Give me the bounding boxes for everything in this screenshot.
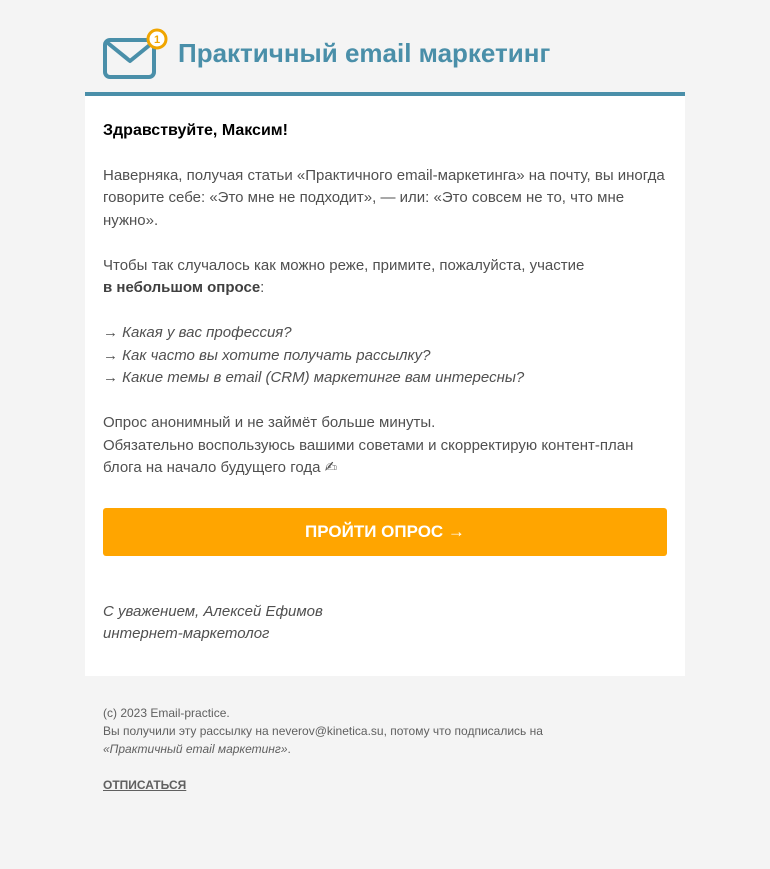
anonymity-note: Опрос анонимный и не займёт больше минуты. xyxy=(103,414,436,431)
closing-paragraph xyxy=(103,412,667,480)
brand-title: Практичный email маркетинг xyxy=(178,38,551,68)
survey-invite-emphasis: в небольшом опросе xyxy=(103,279,261,296)
question-list xyxy=(103,322,667,390)
signature-name: С уважением, Алексей Ефимов xyxy=(103,602,323,620)
survey-invite-colon: : xyxy=(260,279,265,296)
intro-paragraph: Наверняка, получая статьи «Практичного email-маркетинга» на почту, вы иногда говорите себе: «Это мне не подходит», — или: «Это совсем не то, что мне нужно». xyxy=(103,166,665,229)
email-body xyxy=(85,96,685,676)
signature-role: интернет-маркетолог xyxy=(103,625,270,642)
copyright: (c) 2023 Email-practice. xyxy=(103,705,230,720)
survey-invite-text: Чтобы так случалось как можно реже, примите, пожалуйста, участие xyxy=(103,256,585,274)
signature xyxy=(103,601,667,646)
notice-period: . xyxy=(287,741,291,756)
email-container xyxy=(85,0,685,794)
newsletter-name: «Практичный email маркетинг» xyxy=(103,741,288,756)
question-item: → Как часто вы хотите получать рассылку? xyxy=(103,346,431,364)
svg-text:1: 1 xyxy=(153,34,161,46)
subscription-notice xyxy=(103,722,667,758)
take-survey-button[interactable]: ПРОЙТИ ОПРОС → xyxy=(103,508,667,556)
subscription-text: Вы получили эту рассылку на neverov@kinetica.su, потому что подписались на xyxy=(103,723,543,738)
question-item: → Какие темы в email (CRM) маркетинге вам интересны? xyxy=(103,369,525,386)
email-header xyxy=(85,0,685,96)
question-item: → Какая у вас профессия? xyxy=(103,324,292,341)
email-footer xyxy=(85,676,685,794)
feedback-note: Обязательно воспользуюсь вашими советами и скорректирую контент-план блога на начало будущего года ✍ xyxy=(103,436,634,476)
greeting: Здравствуйте, Максим! xyxy=(103,122,288,139)
mail-envelope-notification-icon xyxy=(103,28,169,80)
unsubscribe-link[interactable]: ОТПИСАТЬСЯ xyxy=(103,777,187,792)
survey-invite-paragraph xyxy=(103,255,667,300)
